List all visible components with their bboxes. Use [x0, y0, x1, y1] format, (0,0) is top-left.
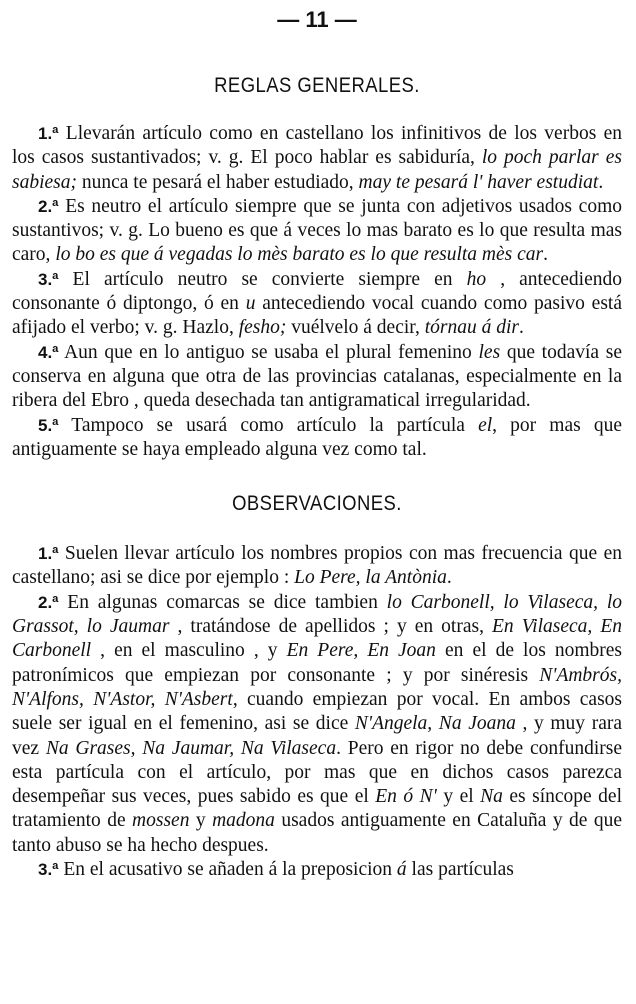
- paragraph-text: y el: [436, 786, 481, 808]
- paragraph-text: , en el masculino , y: [91, 640, 287, 662]
- italic-catalan-text: lo bo es que á vegadas lo mès barato es lo que resulta mès car: [55, 244, 544, 266]
- paragraph-text: es síncope del tratamiento de: [12, 786, 623, 832]
- italic-catalan-text: tórnau á dir: [424, 317, 519, 339]
- italic-catalan-text: el: [478, 414, 493, 436]
- section-heading-reglas-generales: REGLAS GENERALES.: [214, 74, 420, 97]
- paragraph-text: antecediendo vocal cuando como pasivo está afijado el verbo; v. g. Hazlo,: [12, 293, 622, 339]
- paragraph-text: Es neutro el artículo siempre que se junta con adjetivos usados como sustantivos; v. g. Lo bueno es que á veces lo mas barato es lo que resulta mas caro,: [12, 195, 622, 266]
- italic-catalan-text: may te pesará l' haver estudiat: [358, 171, 599, 193]
- paragraph-text: , por mas que antiguamente se haya empleado alguna vez como tal.: [12, 414, 622, 460]
- observation-paragraph: [12, 858, 622, 882]
- document-page: [12, 6, 622, 882]
- italic-catalan-text: les: [478, 341, 501, 363]
- paragraph-text: y: [189, 810, 213, 832]
- paragraph-text: en el de los nombres patronímicos que empiezan por consonante ; y por sinéresis: [12, 640, 622, 686]
- paragraph-number: 2.ª: [38, 196, 59, 216]
- italic-catalan-text: u: [245, 293, 256, 315]
- paragraph-number: 3.ª: [38, 860, 59, 880]
- italic-catalan-text: lo poch parlar es sabiesa;: [12, 147, 622, 193]
- paragraph-number: 5.ª: [38, 415, 59, 435]
- italic-catalan-text: Lo Pere, la Antònia: [294, 567, 447, 589]
- paragraph-text: Suelen llevar artículo los nombres propios con mas frecuencia que en castellano; asi se dice por ejemplo :: [12, 543, 622, 589]
- section-heading-observaciones: OBSERVACIONES.: [232, 492, 402, 516]
- rule-paragraph: [12, 268, 622, 341]
- italic-catalan-text: fesho;: [238, 317, 287, 339]
- rule-paragraph: [12, 122, 622, 195]
- paragraph-number: 1.ª: [38, 124, 59, 143]
- observation-paragraph: [12, 542, 622, 591]
- paragraph-text: .: [543, 244, 548, 266]
- paragraph-text: Aun que en lo antiguo se usaba el plural femenino: [58, 341, 479, 363]
- paragraph-text: En algunas comarcas se dice tambien: [58, 591, 387, 613]
- paragraph-text: Tampoco se usará como artículo la partícula: [58, 414, 479, 436]
- italic-catalan-text: En Pere, En Joan: [286, 640, 436, 662]
- paragraph-number: 2.ª: [38, 592, 59, 612]
- italic-catalan-text: á: [396, 859, 407, 881]
- paragraph-number: 4.ª: [38, 342, 59, 362]
- italic-catalan-text: En Vilaseca, En Carbonell: [12, 616, 622, 662]
- italic-catalan-text: N'Angela, Na Joana: [354, 713, 516, 735]
- paragraph-text: las partículas: [406, 859, 514, 881]
- paragraph-text: que todavía se conserva en alguna que otra de las provincias catalanas, especialmente en la ribera del Ebro , queda desechada tan antigramatical irregularidad.: [12, 341, 622, 412]
- paragraph-number: 3.ª: [38, 269, 59, 289]
- paragraph-text: , cuando empiezan por vocal. En ambos casos suele ser igual en el femenino, asi se dice: [12, 688, 622, 735]
- paragraph-text: .: [446, 567, 452, 589]
- rule-paragraph: [12, 195, 622, 268]
- rule-paragraph: [12, 341, 622, 414]
- paragraph-text: , tratándose de apellidos ; y en otras,: [169, 616, 493, 638]
- italic-catalan-text: En ó N': [375, 786, 437, 808]
- paragraph-number: 1.ª: [38, 544, 59, 564]
- italic-catalan-text: lo Carbonell, lo Vilaseca, lo Grassot, lo Jaumar: [12, 591, 622, 638]
- rule-paragraph: [12, 414, 622, 463]
- paragraph-text: .: [519, 317, 524, 339]
- paragraph-text: . Pero en rigor no debe confundirse esta partícula con el artículo, por mas que en dichos casos parezca desempeñar sus veces, pues sabido es que el: [12, 737, 623, 808]
- italic-catalan-text: madona: [212, 810, 275, 832]
- paragraph-text: , antecediendo consonante ó diptongo, ó en: [12, 268, 622, 315]
- paragraph-text: vuélvelo á decir,: [286, 317, 425, 339]
- paragraph-text: En el acusativo se añaden á la preposicion: [58, 859, 397, 881]
- italic-catalan-text: Na: [480, 786, 503, 808]
- italic-catalan-text: Na Grases, Na Jaumar, Na Vilaseca: [45, 737, 337, 759]
- rules-list: [12, 122, 622, 462]
- paragraph-text: Llevarán artículo como en castellano los infinitivos de los verbos en los casos sustantivados; v. g. El poco hablar es sabiduría,: [12, 123, 622, 169]
- paragraph-text: nunca te pesará el haber estudiado,: [77, 171, 359, 193]
- page-number: — 11 —: [277, 7, 357, 32]
- paragraph-text: .: [598, 171, 604, 193]
- observations-list: [12, 542, 622, 882]
- paragraph-text: El artículo neutro se convierte siempre en: [58, 268, 467, 290]
- italic-catalan-text: ho: [466, 268, 487, 290]
- italic-catalan-text: N'Ambrós, N'Alfons, N'Astor, N'Asbert: [12, 664, 622, 710]
- paragraph-text: , y muy rara vez: [12, 713, 622, 759]
- italic-catalan-text: mossen: [132, 810, 190, 832]
- paragraph-text: usados antiguamente en Cataluña y de que tanto abuso se ha hecho despues.: [12, 810, 622, 856]
- observation-paragraph: [12, 591, 622, 858]
